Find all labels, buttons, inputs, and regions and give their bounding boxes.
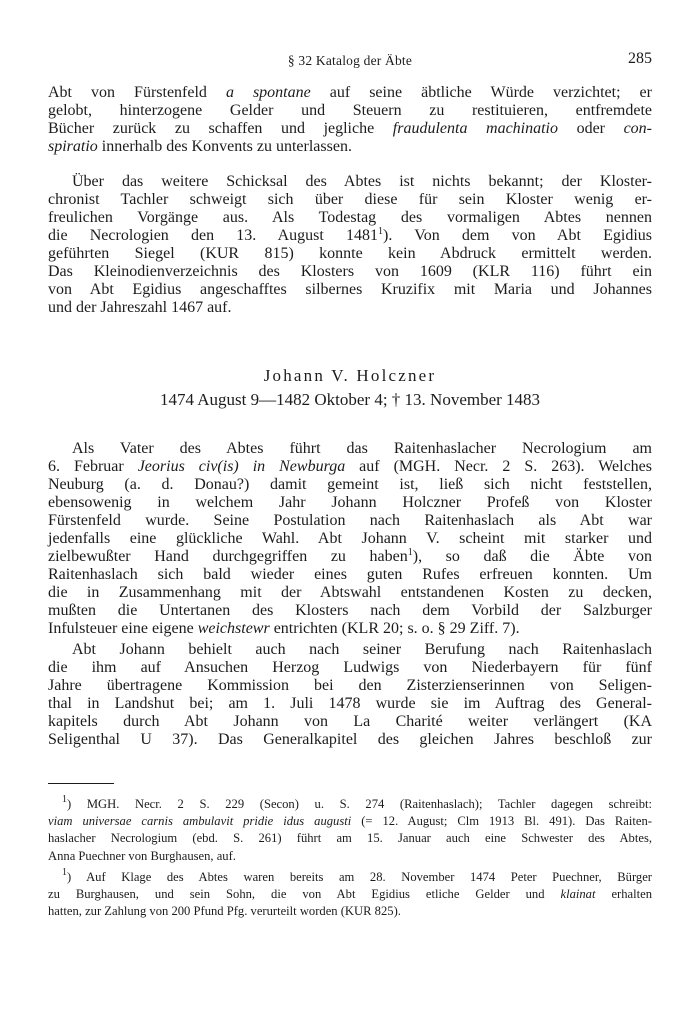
- italic-term: a spontane: [225, 84, 311, 101]
- footnote-ref: 1: [407, 547, 413, 558]
- footnote-2: [48, 869, 652, 921]
- text-run: oder: [558, 120, 624, 137]
- italic-term: spiratio: [48, 138, 98, 155]
- text-run: ) MGH. Necr. 2 S. 229 (Secon) u. S. 274 (Raitenhaslach); Tachler dagegen schreibt:: [67, 797, 652, 811]
- footnote-ref: 1: [377, 226, 383, 237]
- text-run: die Necrologien den 13. August 1481: [48, 227, 378, 244]
- italic-term: weichstewr: [197, 620, 270, 637]
- running-head-title: § 32 Katalog der Äbte: [287, 53, 413, 68]
- text-line: [48, 548, 652, 566]
- text-run: zielbewußter Hand durchgegriffen zu haben: [48, 548, 408, 565]
- text-line: Fürstenfeld wurde. Seine Postulation nach Raitenhaslach als Abt war: [48, 512, 652, 529]
- text-line: [48, 620, 652, 638]
- text-line: Seligenthal U 37). Das Generalkapitel des gleichen Jahres beschloß zur: [48, 731, 652, 748]
- text-line: ebensowenig in welchem Jahr Johann Holczner Profeß von Kloster: [48, 494, 652, 511]
- text-line: Als Vater des Abtes führt das Raitenhaslacher Necrologium am: [72, 440, 652, 457]
- text-line: [48, 84, 652, 102]
- italic-term: con-: [623, 120, 653, 137]
- text-line: [48, 886, 652, 903]
- text-line: freulichen Vorgänge aus. Als Todestag des vormaligen Abtes nennen: [48, 209, 652, 226]
- section-heading: Johann V. Holczner: [263, 366, 437, 385]
- section-dates: 1474 August 9—1482 Oktober 4; † 13. November 1483: [159, 390, 541, 409]
- paragraph-father-of-abbot: [48, 440, 652, 638]
- text-run: auf (MGH. Necr. 2 S. 263). Welches: [345, 458, 652, 475]
- text-line: hatten, zur Zahlung von 200 Pfund Pfg. verurteilt worden (KUR 825).: [48, 904, 401, 919]
- text-run: (= 12. August; Clm 1913 Bl. 491). Das Raiten-: [351, 814, 652, 829]
- text-run: erhalten: [595, 887, 653, 902]
- text-run: ). Von dem von Abt Egidius: [382, 227, 652, 244]
- text-line: Raitenhaslach sich bald wieder eines guten Rufes erfreuen konnten. Um: [48, 566, 652, 583]
- paragraph-commission: [48, 641, 652, 749]
- text-run: auf seine äbtliche Würde verzichtet; er: [310, 84, 652, 101]
- text-line: thal in Landshut bei; am 1. Juli 1478 wurde sie im Auftrag des General-: [48, 695, 652, 712]
- text-line: Das Kleinodienverzeichnis des Klosters von 1609 (KLR 116) führt ein: [48, 263, 652, 280]
- text-line: haslacher Necrologium (ebd. S. 261) führt am 15. Januar auch eine Schwester des Abtes,: [48, 831, 652, 846]
- text-line: jedenfalls eine glückliche Wahl. Abt Johann V. scheint mit starker und: [48, 530, 652, 547]
- footnote-rule: [48, 783, 114, 784]
- text-line: die in Zusammenhang mit der Abtswahl entstandenen Kosten zu decken,: [48, 584, 652, 601]
- text-run: Bücher zurück zu schaffen und jegliche: [48, 120, 393, 137]
- text-line: Abt Johann behielt auch nach seiner Berufung nach Raitenhaslach: [72, 641, 652, 658]
- text-run: innerhalb des Konvents zu unterlassen.: [97, 138, 352, 155]
- footnote-1: [48, 796, 652, 865]
- text-line: gelobt, hinterzogene Gelder und Steuern zu restituieren, entfremdete: [48, 102, 652, 119]
- text-line: von Abt Egidius angeschafftes silbernes Kruzifix mit Maria und Johannes: [48, 281, 652, 298]
- text-run: ) Auf Klage des Abtes waren bereits am 28. November 1474 Peter Puechner, Bürger: [67, 870, 652, 884]
- text-line: [48, 120, 652, 138]
- text-line: und der Jahreszahl 1467 auf.: [48, 299, 232, 316]
- text-run: Abt von Fürstenfeld: [48, 84, 226, 101]
- paragraph-fate-of-abbot: [48, 173, 652, 317]
- footnote-mark: 1: [62, 794, 67, 805]
- text-line: die ihm auf Ansuchen Herzog Ludwigs von Niederbayern für fünf: [48, 659, 652, 676]
- text-line: Anna Puechner von Burghausen, auf.: [48, 848, 236, 863]
- text-line: [48, 813, 652, 830]
- page-number: 285: [628, 50, 652, 67]
- text-run: 6. Februar: [48, 458, 138, 475]
- italic-term: klainat: [560, 887, 596, 902]
- running-head: [48, 50, 652, 74]
- text-line: [48, 458, 652, 476]
- italic-term: fraudulenta machinatio: [392, 120, 559, 137]
- text-line: [48, 138, 652, 156]
- text-line: kapitels durch Abt Johann von La Charité weiter verlängert (KA: [48, 713, 652, 730]
- italic-term: Jeorius civ(is) in Newburga: [137, 458, 346, 475]
- text-line: geführten Siegel (KUR 815) konnte kein Abdruck ermittelt werden.: [48, 245, 652, 262]
- text-run: entrichten (KLR 20; s. o. § 29 Ziff. 7).: [269, 620, 520, 637]
- text-run: Infulsteuer eine eigene: [48, 620, 198, 637]
- text-line: Über das weitere Schicksal des Abtes ist nichts bekannt; der Kloster-: [72, 173, 652, 190]
- text-line: [48, 796, 652, 813]
- text-line: Jahre übertragene Kommission bei den Zisterzienserinnen von Seligen-: [48, 677, 652, 694]
- italic-term: viam universae carnis ambulavit pridie idus augusti: [48, 814, 352, 829]
- text-run: zu Burghausen, und sein Sohn, die von Abt Egidius etliche Gelder und: [48, 887, 561, 902]
- text-line: [48, 869, 652, 886]
- text-line: chronist Tachler schweigt sich über diese für sein Kloster wenig er-: [48, 191, 652, 208]
- footnote-mark: 1: [62, 867, 67, 878]
- text-run: ), so daß die Äbte von: [412, 548, 652, 565]
- text-line: mußten die Untertanen des Klosters nach dem Vorbild der Salzburger: [48, 602, 652, 619]
- text-line: [48, 227, 652, 245]
- text-line: Neuburg (a. d. Donau?) damit gemeint ist, ließ sich nicht feststellen,: [48, 476, 652, 493]
- paragraph-continuation: [48, 84, 652, 156]
